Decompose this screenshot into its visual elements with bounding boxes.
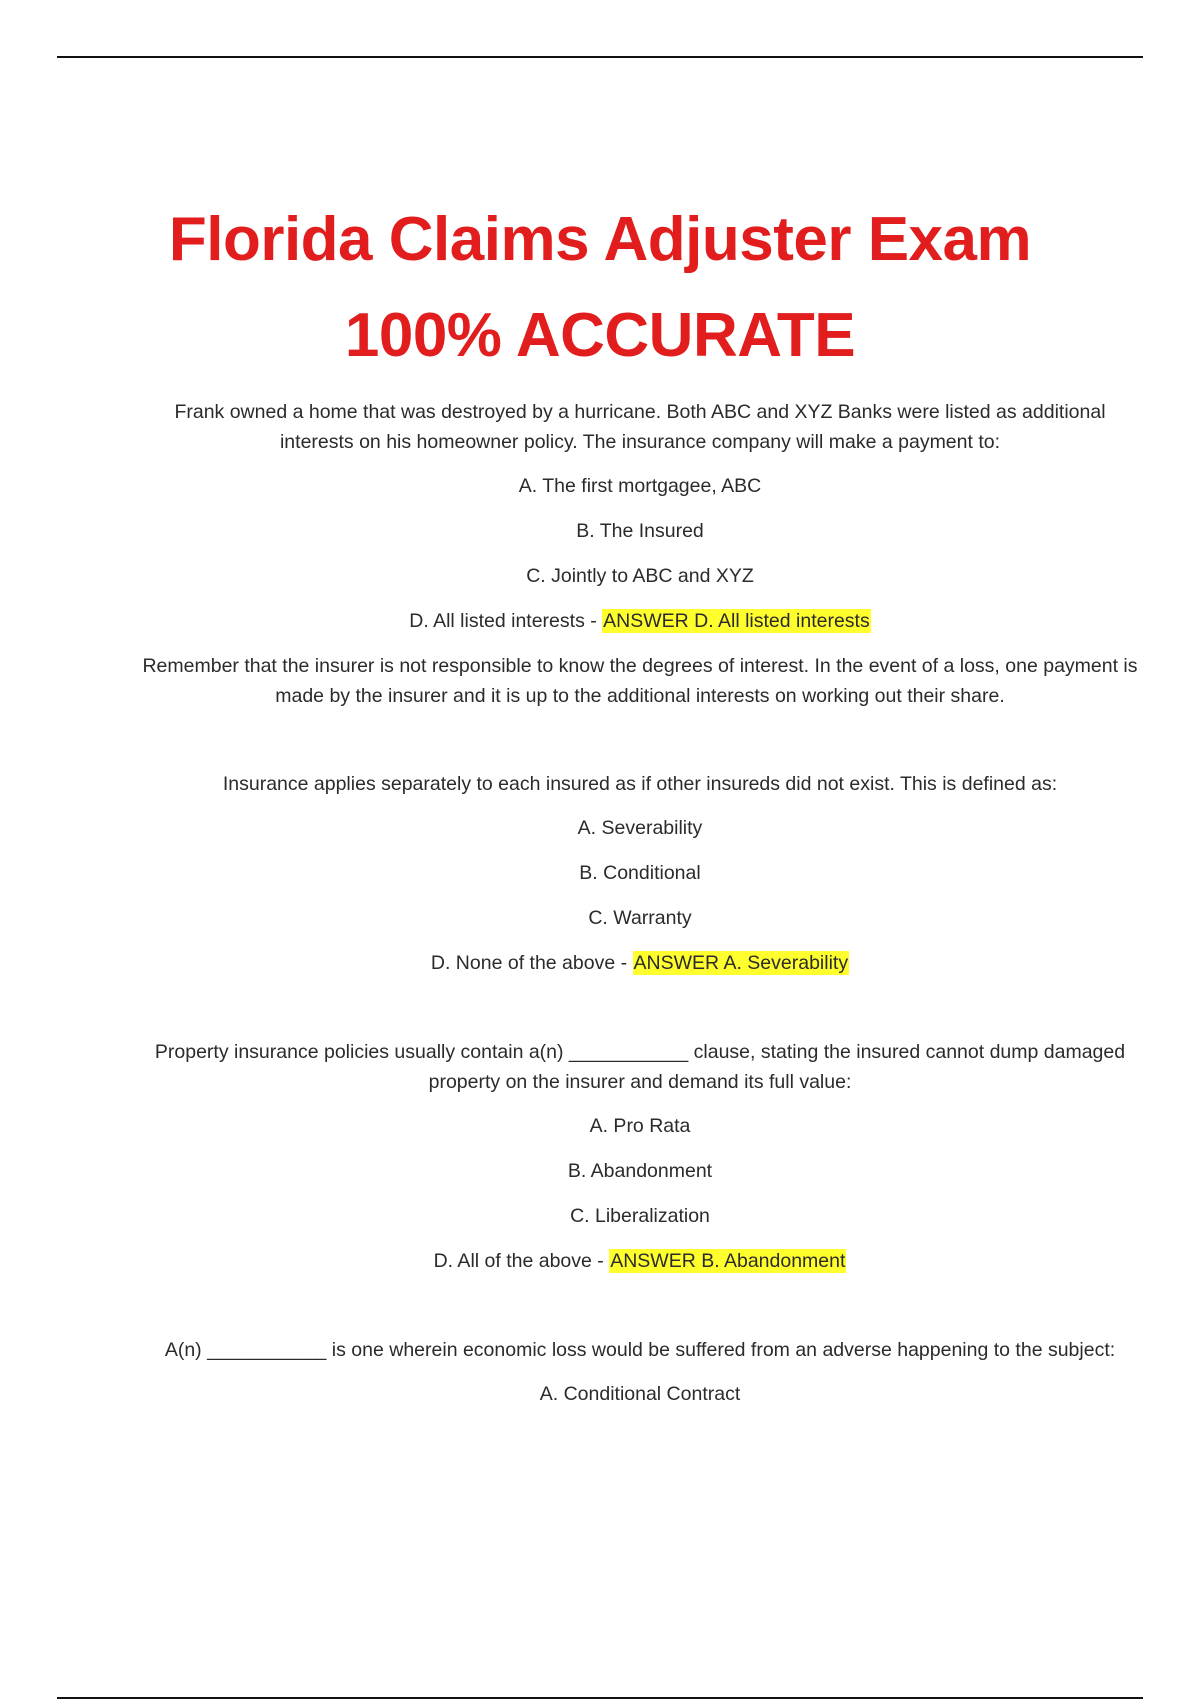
spacer (140, 993, 1140, 1037)
option-d (140, 606, 1140, 636)
document-title (60, 192, 1140, 384)
question-block-3 (140, 1037, 1140, 1276)
option-a: A. The first mortgagee, ABC (518, 475, 762, 497)
answer-highlight: ANSWER B. Abandonment (610, 1250, 846, 1272)
option-d (140, 1246, 1140, 1276)
option-a: A. Conditional Contract (539, 1383, 741, 1405)
question-text: A(n) ___________ is one wherein economic loss would be suffered from an adverse happening to the subject: (164, 1339, 1116, 1361)
option-b: B. The Insured (576, 520, 704, 542)
option-b: B. Abandonment (567, 1160, 713, 1182)
option-c: C. Jointly to ABC and XYZ (526, 565, 754, 587)
spacer (140, 725, 1140, 769)
option-b: B. Conditional (579, 862, 701, 884)
option-c: C. Liberalization (570, 1205, 710, 1227)
option-c: C. Warranty (588, 907, 692, 929)
option-a: A. Pro Rata (589, 1115, 691, 1137)
bottom-divider (57, 1697, 1143, 1699)
question-block-2 (140, 769, 1140, 978)
question-text: Property insurance policies usually contain a(n) ___________ clause, stating the insured cannot dump damaged property on the insurer and demand its full value: (154, 1041, 1126, 1093)
question-text: Frank owned a home that was destroyed by a hurricane. Both ABC and XYZ Banks were listed as additional interests on his homeowner policy. The insurance company will make a payment to: (174, 401, 1106, 453)
document-body (140, 397, 1140, 1424)
spacer (140, 1291, 1140, 1335)
answer-explanation: Remember that the insurer is not responsible to know the degrees of interest. In the event of a loss, one payment is made by the insurer and it is up to the additional interests on working out their share. (142, 655, 1138, 707)
option-d-text: D. All listed interests - (409, 610, 603, 632)
top-divider (57, 56, 1143, 58)
answer-highlight: ANSWER A. Severability (633, 952, 849, 974)
title-line-1: Florida Claims Adjuster Exam (168, 204, 1032, 274)
question-block-1 (140, 397, 1140, 711)
option-d-text: D. None of the above - (430, 952, 633, 974)
title-line-2: 100% ACCURATE (344, 300, 856, 370)
question-block-4 (140, 1335, 1140, 1409)
option-d (140, 948, 1140, 978)
answer-highlight: ANSWER D. All listed interests (603, 610, 870, 632)
question-text: Insurance applies separately to each insured as if other insureds did not exist. This is defined as: (222, 773, 1058, 795)
option-a: A. Severability (577, 817, 703, 839)
option-d-text: D. All of the above - (433, 1250, 610, 1272)
